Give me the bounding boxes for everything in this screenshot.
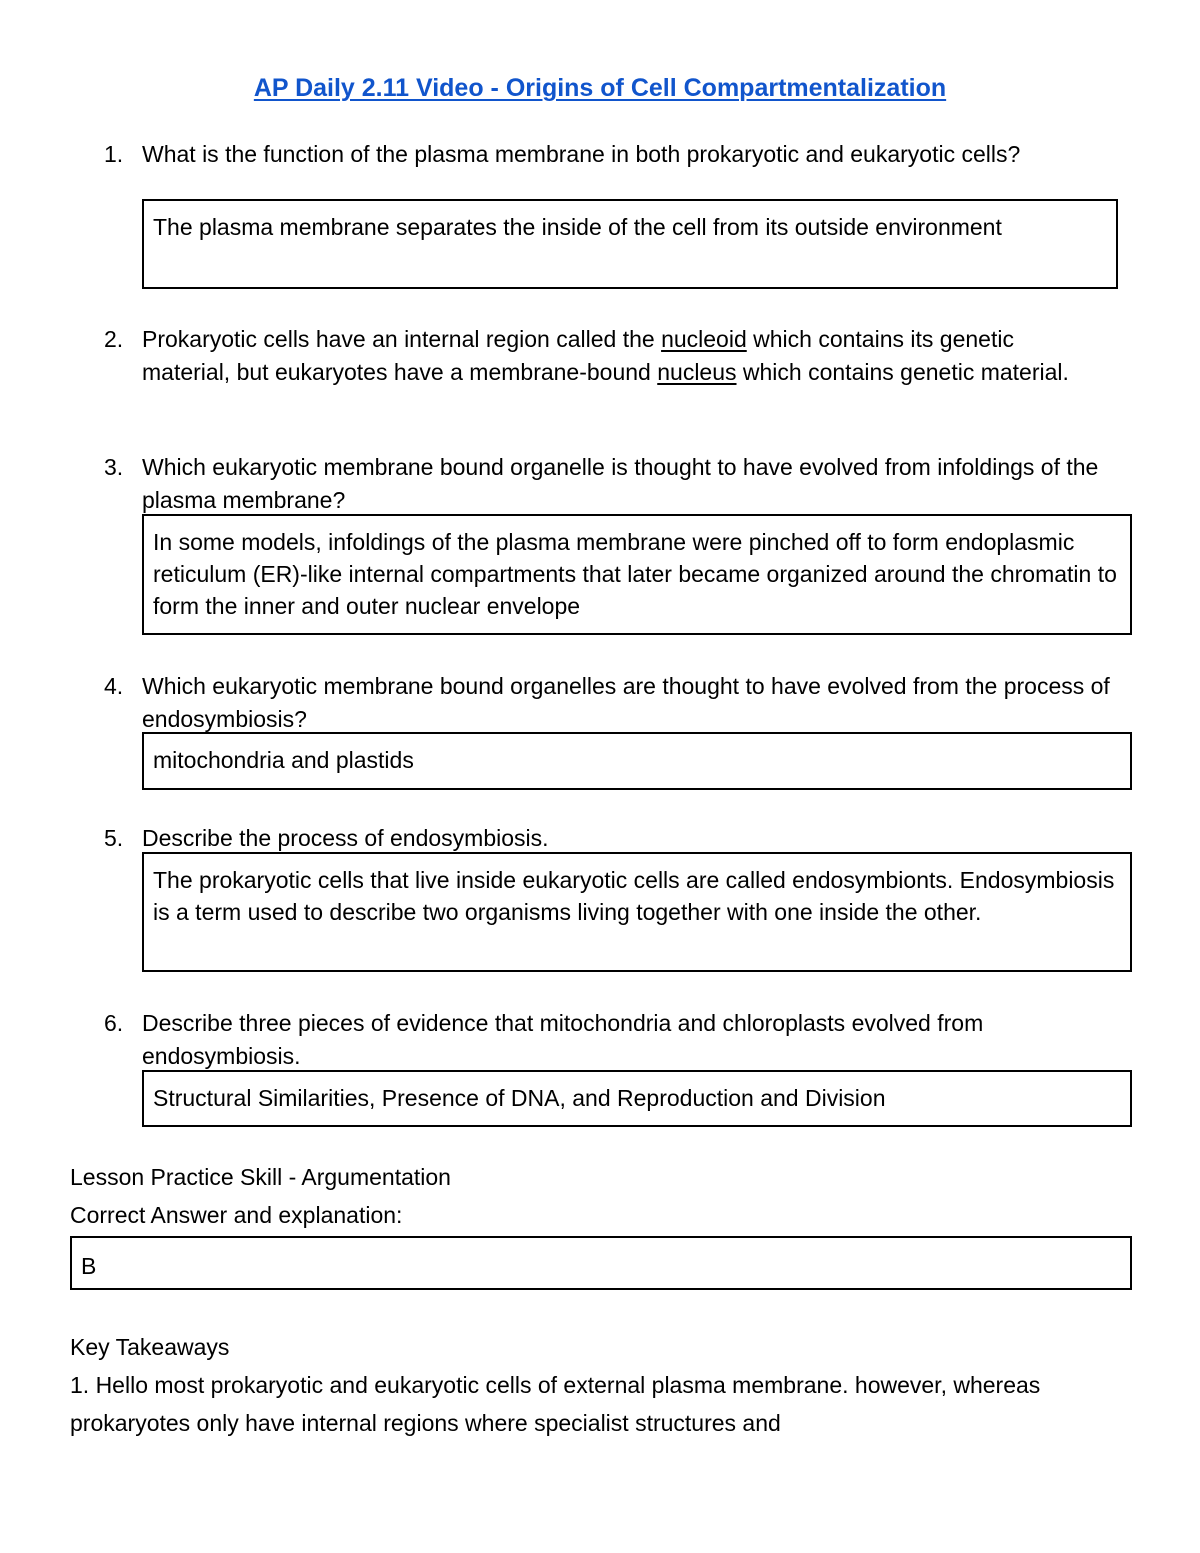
- question-2-text-part1: Prokaryotic cells have an internal region called the: [142, 326, 662, 352]
- question-5-text: Describe the process of endosymbiosis.: [142, 825, 549, 851]
- question-6-answer-box[interactable]: Structural Similarities, Presence of DNA, and Reproduction and Division: [142, 1070, 1132, 1127]
- nucleoid-blank: nucleoid: [661, 326, 747, 352]
- question-3-text: Which eukaryotic membrane bound organelle is thought to have evolved from infoldings of the plasma membrane?: [142, 454, 1099, 513]
- question-3-answer-box[interactable]: In some models, infoldings of the plasma membrane were pinched off to form endoplasmic reticulum (ER)-like internal compartments that later became organized around the chromatin to form the inner and outer nuclear envelope: [142, 514, 1132, 635]
- practice-label: Correct Answer and explanation:: [70, 1202, 403, 1228]
- question-2-text: [142, 323, 1092, 388]
- question-3-number: 3.: [104, 454, 124, 480]
- takeaways-heading: Key Takeaways: [70, 1334, 230, 1360]
- question-6-number: 6.: [104, 1010, 124, 1036]
- question-2-number: 2.: [104, 326, 124, 352]
- takeaway-item-1: 1. Hello most prokaryotic and eukaryotic cells of external plasma membrane. however, whereas prokaryotes only have internal regions where specialist structures and: [70, 1372, 1041, 1436]
- question-1-text: What is the function of the plasma membrane in both prokaryotic and eukaryotic cells?: [142, 141, 1021, 167]
- question-1-number: 1.: [104, 141, 124, 167]
- question-1-answer-box[interactable]: The plasma membrane separates the inside of the cell from its outside environment: [142, 199, 1118, 289]
- question-5-answer-box[interactable]: The prokaryotic cells that live inside eukaryotic cells are called endosymbionts. Endosymbiosis is a term used to describe two organisms living together with one inside the other.: [142, 852, 1132, 972]
- nucleus-blank: nucleus: [657, 358, 737, 385]
- question-4-number: 4.: [104, 673, 124, 699]
- practice-heading: Lesson Practice Skill - Argumentation: [70, 1164, 451, 1190]
- question-4-answer-box[interactable]: mitochondria and plastids: [142, 732, 1132, 790]
- question-6-text: Describe three pieces of evidence that mitochondria and chloroplasts evolved from endosymbiosis.: [142, 1010, 984, 1069]
- question-5-number: 5.: [104, 825, 124, 851]
- question-2-text-part2: which contains its genetic material, but eukaryotes have a membrane-bound: [142, 326, 1014, 385]
- practice-answer-box[interactable]: B: [70, 1236, 1132, 1290]
- page-title[interactable]: AP Daily 2.11 Video - Origins of Cell Compartmentalization: [253, 74, 947, 102]
- question-2-text-part3: which contains genetic material.: [736, 358, 1069, 385]
- question-4-text: Which eukaryotic membrane bound organelles are thought to have evolved from the process of endosymbiosis?: [142, 673, 1110, 732]
